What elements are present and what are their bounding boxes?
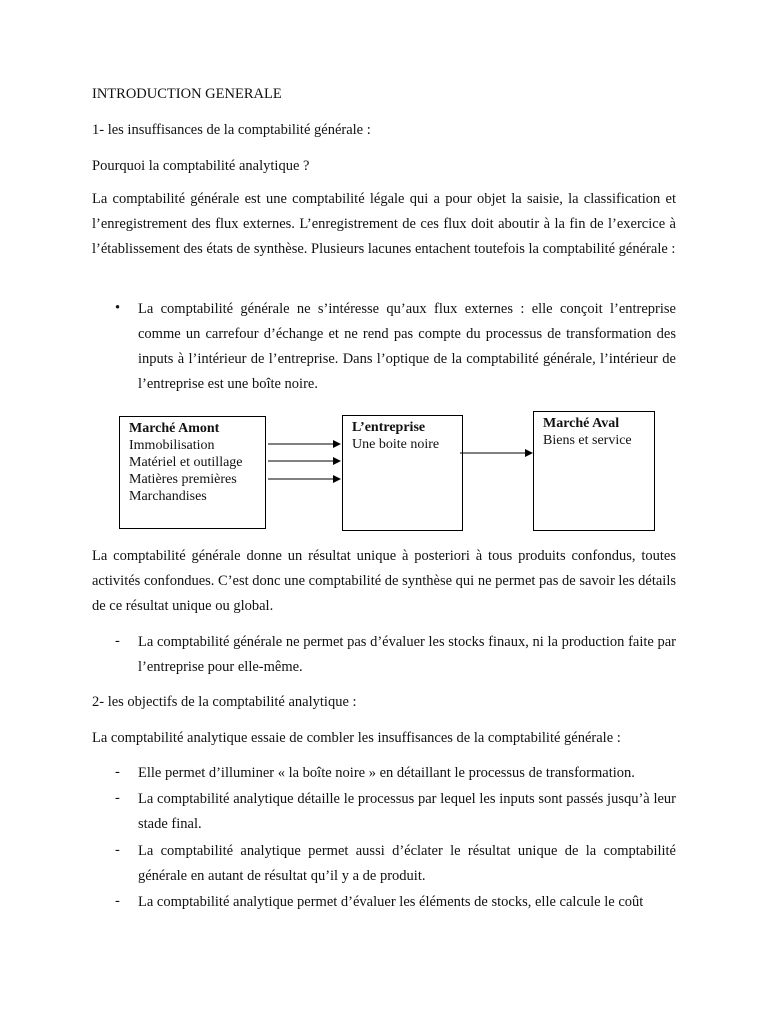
document-heading: INTRODUCTION GENERALE	[92, 86, 282, 102]
amont-item: Matériel et outillage	[129, 455, 243, 470]
dash-point-text: La comptabilité générale ne permet pas d’évaluer les stocks finaux, ni la production faite par l’entreprise pour elle-même.	[138, 634, 676, 675]
objectives-intro: La comptabilité analytique essaie de combler les insuffisances de la comptabilité générale :	[92, 730, 621, 746]
marche-aval-subtitle: Biens et service	[543, 433, 632, 448]
section-1-title: 1- les insuffisances de la comptabilité générale :	[92, 122, 371, 138]
bullet-point-text: La comptabilité générale ne s’intéresse qu’aux flux externes : elle conçoit l’entreprise comme un carrefour d’échange et ne rend pas compte du processus de transformation des inputs à l’intérieur de l’entreprise. Dans l’optique de la comptabilité générale, l’intérieur de l’entreprise est une boîte noire.	[138, 301, 676, 392]
dash-marker: -	[115, 633, 120, 649]
intro-paragraph: La comptabilité générale est une comptabilité légale qui a pour objet la saisie, la classification et l’enregistrement des flux externes. L’enregistrement de ces flux doit aboutir à la fin de l’exercice à l’établissement des états de synthèse. Plusieurs lacunes entachent toutefois la comptabilité générale :	[92, 191, 676, 257]
amont-item: Immobilisation	[129, 438, 215, 453]
entreprise-title: L’entreprise	[352, 420, 426, 435]
entreprise-subtitle: Une boite noire	[352, 437, 440, 452]
bullet-marker: •	[115, 300, 121, 316]
marche-amont-title: Marché Amont	[129, 421, 220, 436]
result-paragraph: La comptabilité générale donne un résultat unique à posteriori à tous produits confondus, toutes activités confondues. C’est donc une comptabilité de synthèse qui ne permet pas de savoir les détails de ce résultat unique ou global.	[92, 548, 676, 614]
marche-aval-title: Marché Aval	[543, 416, 620, 431]
section-2-title: 2- les objectifs de la comptabilité analytique :	[92, 694, 357, 710]
objective-item: La comptabilité analytique permet d’évaluer les éléments de stocks, elle calcule le coût	[138, 894, 644, 910]
dash-marker: -	[115, 764, 120, 780]
question-line: Pourquoi la comptabilité analytique ?	[92, 158, 310, 174]
dash-marker: -	[115, 893, 120, 909]
amont-item: Matières premières	[129, 472, 237, 487]
amont-item: Marchandises	[129, 489, 207, 504]
dash-marker: -	[115, 842, 120, 858]
dash-marker: -	[115, 790, 120, 806]
objective-item: Elle permet d’illuminer « la boîte noire » en détaillant le processus de transformation.	[138, 765, 635, 781]
objective-item: La comptabilité analytique détaille le processus par lequel les inputs sont passés jusqu’à leur stade final.	[138, 791, 676, 832]
objective-item: La comptabilité analytique permet aussi d’éclater le résultat unique de la comptabilité générale en autant de résultat qu’il y a de produit.	[138, 843, 676, 884]
